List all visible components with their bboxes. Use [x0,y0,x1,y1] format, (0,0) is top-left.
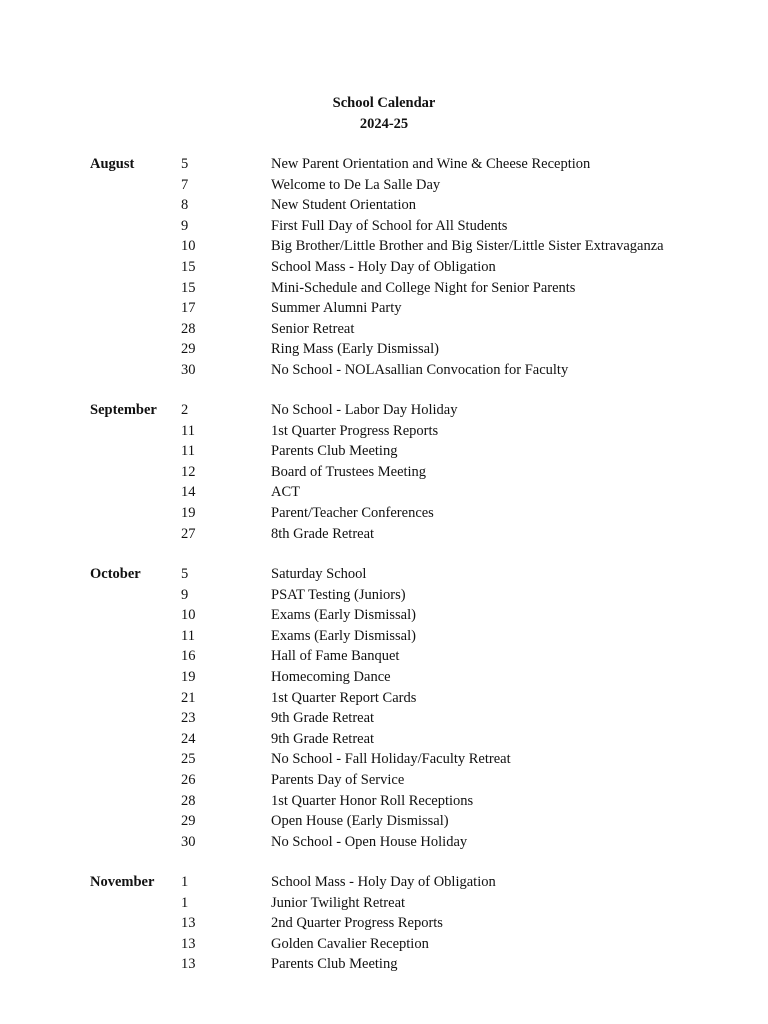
event-description: Summer Alumni Party [271,300,402,317]
event-day: 27 [181,525,196,542]
event-description: Parent/Teacher Conferences [271,504,434,521]
event-description: 2nd Quarter Progress Reports [271,915,443,932]
event-row [0,236,768,257]
event-row [0,421,768,442]
event-day: 10 [181,238,196,255]
event-description: Parents Day of Service [271,771,405,788]
event-day: 29 [181,813,196,830]
page-title: School Calendar [332,95,436,111]
event-day: 13 [181,935,196,952]
event-day: 12 [181,463,196,480]
event-row [0,585,768,606]
event-day: 5 [181,156,189,172]
event-day: 8 [181,197,189,214]
event-row [0,626,768,647]
event-description: Parents Club Meeting [271,443,398,460]
event-row [0,729,768,750]
event-row [0,339,768,360]
month-label: October [90,566,141,582]
event-day: 10 [181,607,196,624]
event-day: 30 [181,833,196,850]
event-row [0,791,768,812]
event-row [0,257,768,278]
event-row [0,462,768,483]
event-row [0,811,768,832]
event-day: 28 [181,792,196,809]
event-day: 21 [181,689,196,706]
event-row [0,893,768,914]
event-row [0,298,768,319]
event-description: 9th Grade Retreat [271,710,375,727]
event-description: Ring Mass (Early Dismissal) [271,341,439,358]
event-description: Board of Trustees Meeting [271,463,427,480]
event-description: No School - Open House Holiday [271,833,468,850]
event-description: First Full Day of School for All Students [271,217,508,234]
event-day: 23 [181,710,196,727]
event-description: 1st Quarter Report Cards [271,689,417,706]
event-description: School Mass - Holy Day of Obligation [271,874,496,890]
event-day: 19 [181,504,196,521]
event-description: No School - NOLAsallian Convocation for Faculty [271,361,569,378]
event-day: 16 [181,648,196,665]
event-day: 9 [181,217,189,234]
event-row [0,482,768,503]
event-row [0,708,768,729]
event-row [0,195,768,216]
event-day: 28 [181,320,196,337]
event-row [0,154,768,175]
event-day: 13 [181,956,196,973]
event-description: No School - Fall Holiday/Faculty Retreat [271,751,511,768]
event-row [0,216,768,237]
event-day: 14 [181,484,196,501]
event-day: 1 [181,874,189,890]
event-description: Junior Twilight Retreat [271,894,406,911]
month-label: November [90,874,155,890]
event-description: 1st Quarter Progress Reports [271,422,439,439]
event-day: 9 [181,586,189,603]
event-description: Homecoming Dance [271,668,391,685]
event-description: New Student Orientation [271,197,416,214]
event-description: Hall of Fame Banquet [271,648,400,665]
event-row [0,319,768,340]
event-row [0,564,768,585]
event-row [0,646,768,667]
event-row [0,667,768,688]
event-description: Saturday School [271,566,367,582]
event-day: 25 [181,751,196,768]
event-description: Big Brother/Little Brother and Big Sister/Little Sister Extravaganza [271,238,664,255]
event-day: 13 [181,915,196,932]
event-description: Senior Retreat [271,320,355,337]
event-description: 8th Grade Retreat [271,525,375,542]
event-row [0,954,768,975]
event-row [0,524,768,545]
event-description: ACT [271,484,300,501]
event-description: Exams (Early Dismissal) [271,627,416,644]
event-description: Exams (Early Dismissal) [271,607,416,624]
event-day: 11 [181,627,195,644]
page-subtitle: 2024-25 [359,116,409,132]
event-row [0,872,768,893]
event-row [0,832,768,853]
event-description: New Parent Orientation and Wine & Cheese Reception [271,156,591,172]
event-day: 26 [181,771,196,788]
event-description: Open House (Early Dismissal) [271,813,449,830]
event-description: Mini-Schedule and College Night for Senior Parents [271,279,576,296]
event-day: 5 [181,566,189,582]
event-row [0,441,768,462]
event-row [0,278,768,299]
event-day: 11 [181,422,195,439]
event-row [0,749,768,770]
event-row [0,360,768,381]
event-description: No School - Labor Day Holiday [271,402,458,418]
event-day: 15 [181,258,196,275]
event-description: PSAT Testing (Juniors) [271,586,406,603]
event-day: 15 [181,279,196,296]
event-description: Parents Club Meeting [271,956,398,973]
event-day: 7 [181,176,189,193]
event-row [0,605,768,626]
event-day: 2 [181,402,189,418]
event-description: 1st Quarter Honor Roll Receptions [271,792,474,809]
event-row [0,175,768,196]
event-day: 29 [181,341,196,358]
event-row [0,688,768,709]
event-row [0,400,768,421]
month-label: August [90,156,135,172]
event-day: 24 [181,730,196,747]
event-row [0,913,768,934]
event-row [0,770,768,791]
event-day: 30 [181,361,196,378]
event-row [0,934,768,955]
event-description: 9th Grade Retreat [271,730,375,747]
event-description: Welcome to De La Salle Day [271,176,441,193]
event-day: 1 [181,894,189,911]
event-day: 19 [181,668,196,685]
event-description: School Mass - Holy Day of Obligation [271,258,496,275]
event-description: Golden Cavalier Reception [271,935,429,952]
month-label: September [90,402,157,418]
event-day: 11 [181,443,195,460]
event-day: 17 [181,300,196,317]
event-row [0,503,768,524]
